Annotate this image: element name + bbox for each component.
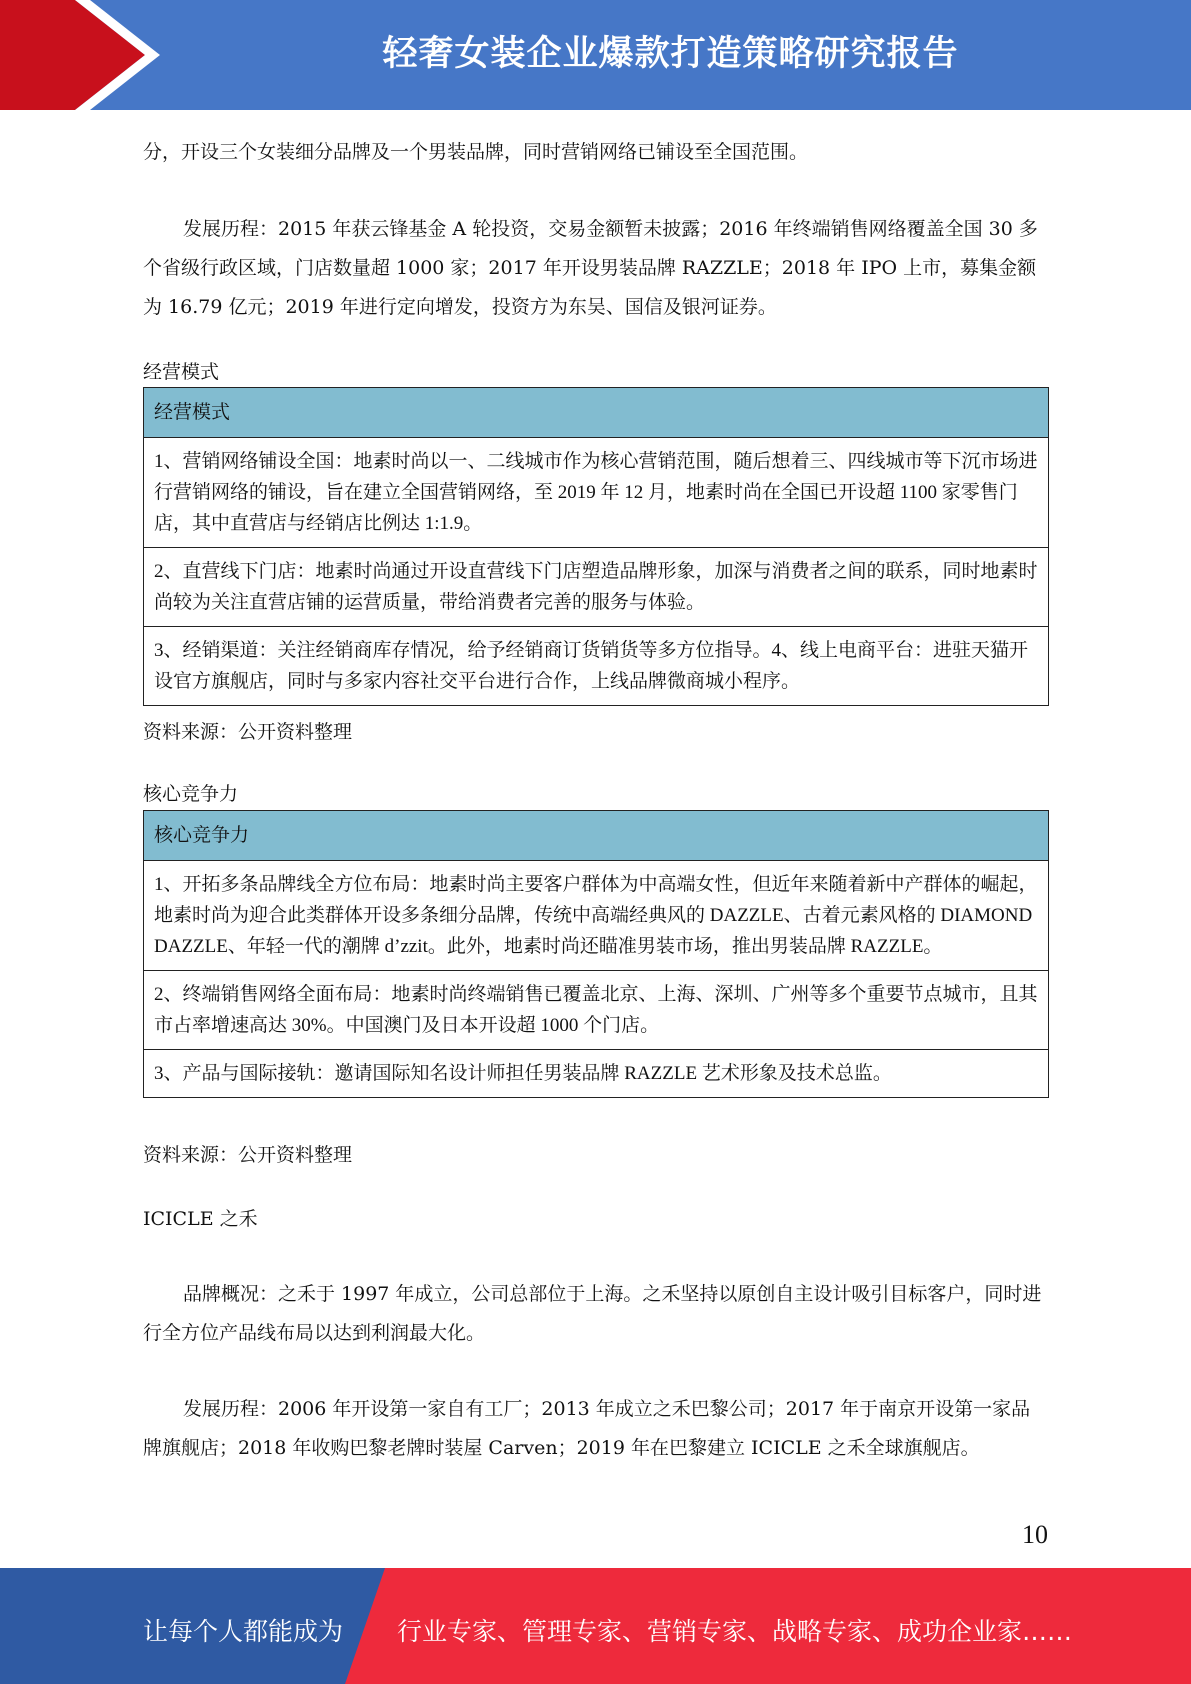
table-row	[144, 861, 1049, 971]
table-header-row	[144, 388, 1049, 438]
table-cell: 1、营销网络铺设全国：地素时尚以一、二线城市作为核心营销范围，随后想着三、四线城市等下沉市场进行营销网络的铺设，旨在建立全国营销网络，至 2019 年 12 月，地素时尚在全国已开设超 1100 家零售门店，其中直营店与经销店比例达 1:1.9。	[144, 438, 1049, 548]
table-header-row	[144, 811, 1049, 861]
core-competence-source: 资料来源：公开资料整理	[143, 1144, 353, 1166]
table-row	[144, 438, 1049, 548]
page-header	[0, 0, 1191, 110]
footer-slogan-left: 让每个人都能成为	[143, 1617, 344, 1646]
icicle-history: 发展历程：2006 年开设第一家自有工厂；2013 年成立之禾巴黎公司；2017 年于南京开设第一家品牌旗舰店；2018 年收购巴黎老牌时装屋 Carven；2019 年在巴黎建立 ICICLE 之禾全球旗舰店。	[143, 1398, 1031, 1459]
table-row	[144, 548, 1049, 627]
table-row	[144, 971, 1049, 1050]
core-competence-table	[143, 810, 1049, 1098]
business-model-table	[143, 387, 1049, 706]
table-cell: 2、终端销售网络全面布局：地素时尚终端销售已覆盖北京、上海、深圳、广州等多个重要节点城市，且其市占率增速高达 30%。中国澳门及日本开设超 1000 个门店。	[144, 971, 1049, 1050]
page-number: 10	[1022, 1520, 1048, 1549]
business-model-caption: 经营模式	[143, 361, 220, 383]
intro-history: 发展历程：2015 年获云锋基金 A 轮投资，交易金额暂未披露；2016 年终端销售网络覆盖全国 30 多个省级行政区域，门店数量超 1000 家；2017 年开设男装品牌 RAZZLE；2018 年 IPO 上市，募集金额为 16.79 亿元；2019 年进行定向增发，投资方为东吴、国信及银河证券。	[143, 218, 1038, 318]
table-cell: 1、开拓多条品牌线全方位布局：地素时尚主要客户群体为中高端女性，但近年来随着新中产群体的崛起，地素时尚为迎合此类群体开设多条细分品牌，传统中高端经典风的 DAZZLE、古着元素风格的 DIAMOND DAZZLE、年轻一代的潮牌 d’zzit。此外，地素时尚还瞄准男装市场，推出男装品牌 RAZZLE。	[144, 861, 1049, 971]
report-title: 轻奢女装企业爆款打造策略研究报告	[382, 34, 959, 74]
table-row	[144, 1050, 1049, 1098]
table-row	[144, 627, 1049, 706]
table-cell: 3、经销渠道：关注经销商库存情况，给予经销商订货销货等多方位指导。4、线上电商平台：进驻天猫开设官方旗舰店，同时与多家内容社交平台进行合作，上线品牌微商城小程序。	[144, 627, 1049, 706]
icicle-heading: ICICLE 之禾	[143, 1208, 258, 1230]
core-competence-caption: 核心竞争力	[143, 783, 239, 805]
table-cell: 2、直营线下门店：地素时尚通过开设直营线下门店塑造品牌形象，加深与消费者之间的联系，同时地素时尚较为关注直营店铺的运营质量，带给消费者完善的服务与体验。	[144, 548, 1049, 627]
footer-slogan-right: 行业专家、管理专家、营销专家、战略专家、成功企业家……	[397, 1617, 1073, 1646]
table-header-cell: 经营模式	[144, 388, 1049, 438]
table-cell: 3、产品与国际接轨：邀请国际知名设计师担任男装品牌 RAZZLE 艺术形象及技术总监。	[144, 1050, 1049, 1098]
table-header-cell: 核心竞争力	[144, 811, 1049, 861]
business-model-source: 资料来源：公开资料整理	[143, 721, 353, 743]
icicle-overview: 品牌概况：之禾于 1997 年成立，公司总部位于上海。之禾坚持以原创自主设计吸引目标客户，同时进行全方位产品线布局以达到利润最大化。	[143, 1283, 1042, 1344]
intro-continuation: 分，开设三个女装细分品牌及一个男装品牌，同时营销网络已铺设至全国范围。	[143, 141, 809, 163]
page-footer	[0, 1568, 1191, 1684]
